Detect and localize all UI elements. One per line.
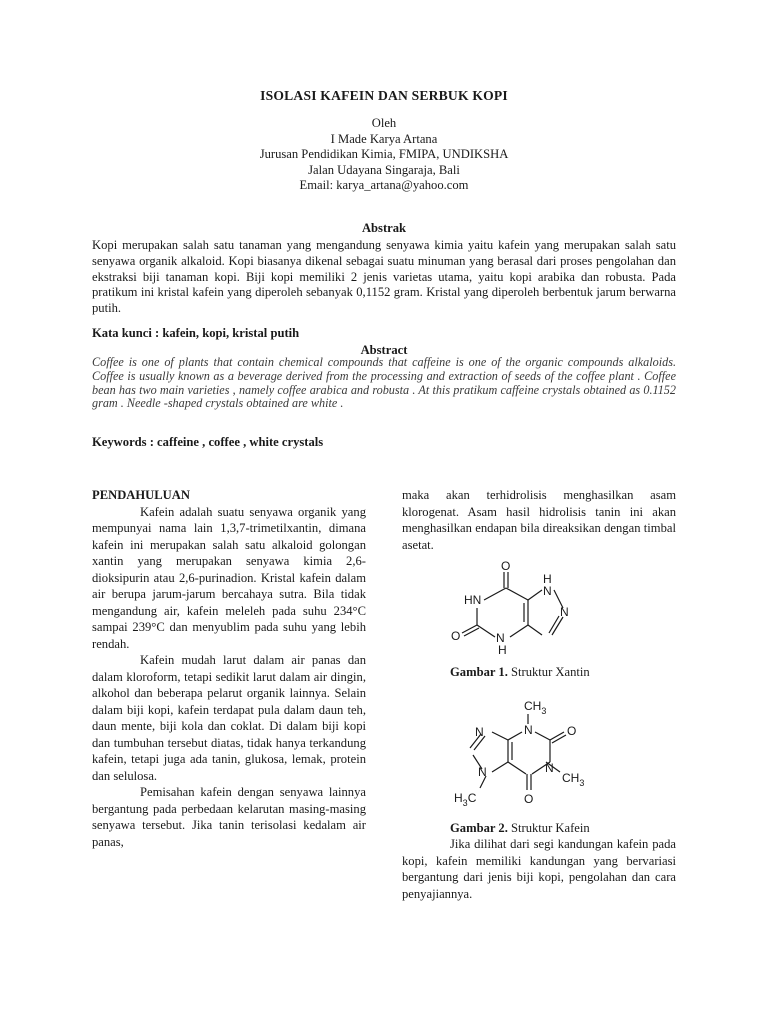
author-department: Jurusan Pendidikan Kimia, FMIPA, UNDIKSHA: [259, 147, 509, 162]
figure-1-label: Gambar 1.: [450, 665, 508, 679]
xanthine-h-top: H: [543, 572, 552, 586]
caffeine-o-right: O: [567, 724, 577, 738]
xanthine-o-top: O: [501, 560, 511, 573]
xanthine-h-bottom: H: [498, 643, 507, 657]
author-name: I Made Karya Artana: [330, 131, 438, 146]
figure-2-text: Struktur Kafein: [507, 821, 590, 835]
xanthine-n-right: N: [560, 605, 569, 619]
author-block: [0, 116, 768, 194]
right-column-paragraph: Jika dilihat dari segi kandungan kafein pada kopi, kafein memiliki kandungan yang bervariasi bergantung dari jenis biji kopi, pengolahan dan cara penyajiannya.: [402, 837, 676, 901]
xanthine-n-bottom: N: [496, 631, 505, 645]
figure-2-label: Gambar 2.: [450, 821, 508, 835]
paper-title: ISOLASI KAFEIN DAN SERBUK KOPI: [260, 88, 508, 103]
xanthine-hn: HN: [464, 593, 482, 607]
abstract-heading: Abstract: [360, 343, 408, 357]
xanthine-n-top: N: [543, 584, 552, 598]
right-column-paragraph: maka akan terhidrolisis menghasilkan asam klorogenat. Asam hasil hidrolisis tanin ini akan menghasilkan endapan bila direaksikan dengan timbal asetat.: [402, 488, 676, 552]
figure-1-text: Struktur Xantin: [507, 665, 590, 679]
caffeine-n-right: N: [545, 761, 554, 775]
caffeine-n-left-bottom: N: [478, 765, 487, 779]
caffeine-h3c: $H_3C$: [454, 791, 477, 808]
caffeine-ch3-top: $CH_3$: [524, 699, 547, 716]
abstract-body: Coffee is one of plants that contain chemical compounds that caffeine is one of the organic compounds alkaloids. Coffee is usually known as a beverage derived from the processing and extraction of seeds of the coffee plant . Coffee bean has two main varieties , namely coffee arabica and robusta . At this pratikum caffeine crystals obtained as 0.1152 gram . Needle -shaped crystals obtained are white .: [92, 355, 676, 411]
abstrak-heading: Abstrak: [361, 221, 407, 235]
xanthine-o-left: O: [451, 629, 461, 643]
caffeine-structure: [440, 690, 640, 815]
abstrak-keywords: Kata kunci : kafein, kopi, kristal putih: [92, 326, 300, 340]
left-column: [92, 487, 366, 850]
author-by: Oleh: [371, 116, 397, 130]
caffeine-n-left-top: N: [475, 725, 484, 739]
abstract-keywords: Keywords : caffeine , coffee , white crystals: [92, 435, 324, 449]
paragraph: Kafein mudah larut dalam air panas dan dalam kloroform, tetapi sedikit larut dalam air dingin, alkohol dan beberapa pelarut organik lainnya. Selain dalam biji kopi, kafein terdapat pula dalam daun teh, daun mente, biji kola dan coklat. Di dalam biji kopi dan tumbuhan tersebut diatas, tidak hanya terkandung kafein, tetapi juga ada tanin, glukosa, lemak, protein dan selulosa.: [92, 653, 366, 783]
paragraph: Kafein adalah suatu senyawa organik yang mempunyai nama lain 1,3,7-trimetilxantin, dimana kafein ini merupakan salah satu alkaloid golongan xantin yang merupakan senyawa kimia 2,6-dioksipurin atau 2,6-purinadion. Kristal kafein dalam air berupa jarum-jarum bercahaya sutra. Bila tidak mengandung air, kafein meleleh pada suhu 234°C sampai 239°C dan menyublim pada suhu yang lebih rendah.: [92, 504, 366, 651]
xanthine-structure: [440, 560, 640, 660]
figure-1-caption: [450, 665, 590, 680]
author-email: Email: karya_artana@yahoo.com: [299, 178, 469, 193]
author-address: Jalan Udayana Singaraja, Bali: [308, 162, 460, 177]
caffeine-ch3-right: $CH_3$: [562, 771, 585, 788]
section-heading-pendahuluan: PENDAHULUAN: [92, 488, 190, 502]
abstrak-body: Kopi merupakan salah satu tanaman yang mengandung senyawa kimia yaitu kafein yang merupakan salah satu senyawa organik alkaloid. Kopi biasanya dikenal sebagai suatu minuman yang berasal dari proses pengolahan dan ekstraksi biji tanaman kopi. Biji kopi memiliki 2 jenis varietas utama, yaitu kopi arabika dan robusta. Pada pratikum ini kristal kafein yang diperoleh sebanyak 0,1152 gram. Kristal yang diperoleh berbentuk jarum berwarna putih.: [92, 238, 676, 316]
caffeine-n-top: N: [524, 723, 533, 737]
caffeine-o-bottom: O: [524, 792, 534, 806]
figure-2-caption: [450, 821, 590, 836]
paragraph: Pemisahan kafein dengan senyawa lainnya bergantung pada perbedaan kelarutan masing-masing senyawa tersebut. Jika tanin terisolasi kedalam air panas,: [92, 785, 366, 849]
